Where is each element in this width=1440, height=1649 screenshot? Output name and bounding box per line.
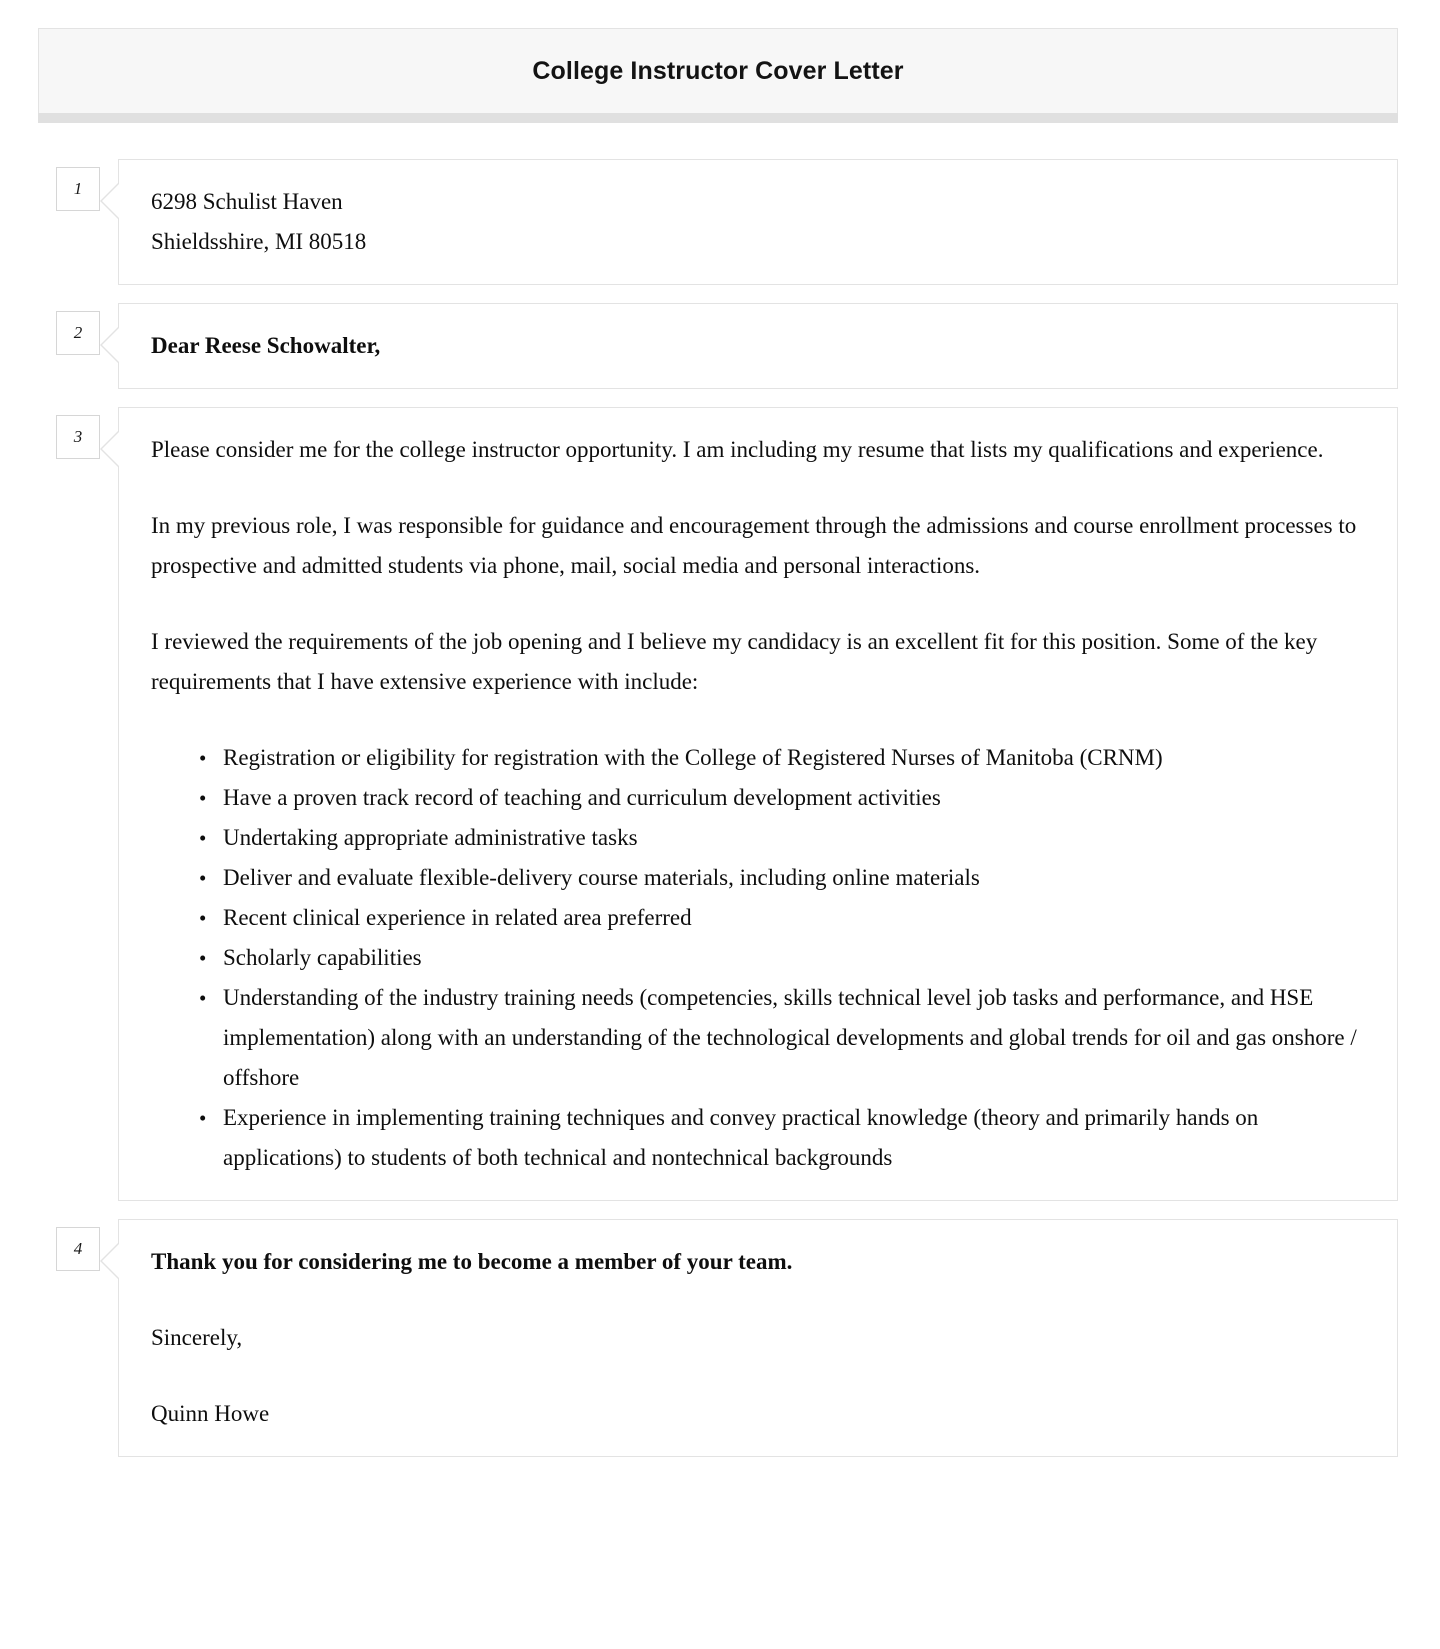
list-item: • Undertaking appropriate administrative tasks	[199, 818, 1367, 858]
address-line-2: Shieldsshire, MI 80518	[151, 229, 367, 254]
closing-bubble[interactable]	[118, 1219, 1398, 1457]
header-underbar	[38, 113, 1398, 123]
salutation-bubble[interactable]	[118, 303, 1398, 389]
list-item: • Deliver and evaluate flexible-delivery course materials, including online materials	[199, 858, 1367, 898]
address-line-1: 6298 Schulist Haven	[151, 189, 343, 214]
list-item: • Have a proven track record of teaching and curriculum development activities	[199, 778, 1367, 818]
section-salutation	[38, 303, 1398, 389]
body-paragraph-1: Please consider me for the college instructor opportunity. I am including my resume that lists my qualifications and experience.	[151, 437, 1324, 462]
section-number-badge-4[interactable]: 4	[56, 1227, 100, 1271]
header-bar	[38, 28, 1398, 113]
signature-name: Quinn Howe	[151, 1401, 270, 1426]
body-bubble[interactable]	[118, 407, 1398, 1201]
address-bubble[interactable]	[118, 159, 1398, 285]
thank-you-text: Thank you for considering me to become a member of your team.	[151, 1249, 793, 1274]
list-item: • Registration or eligibility for registration with the College of Registered Nurses of Manitoba (CRNM)	[199, 738, 1367, 778]
body-paragraph-3: I reviewed the requirements of the job opening and I believe my candidacy is an excellent fit for this position. Some of the key requirements that I have extensive experience with include:	[151, 629, 1318, 694]
list-item: • Recent clinical experience in related area preferred	[199, 898, 1367, 938]
cover-letter-page	[0, 28, 1440, 1457]
page-title: College Instructor Cover Letter	[532, 56, 904, 85]
section-number-badge-2[interactable]: 2	[56, 311, 100, 355]
list-item: • Understanding of the industry training needs (competencies, skills technical level job tasks and performance, and HSE implementation) along with an understanding of the technological developments and global trends for oil and gas onshore / offshore	[199, 978, 1367, 1098]
list-item: • Scholarly capabilities	[199, 938, 1367, 978]
sign-off-text: Sincerely,	[151, 1325, 243, 1350]
body-paragraph-2: In my previous role, I was responsible for guidance and encouragement through the admissions and course enrollment processes to prospective and admitted students via phone, mail, social media and personal interactions.	[151, 513, 1357, 578]
list-item: • Experience in implementing training techniques and convey practical knowledge (theory and primarily hands on applications) to students of both technical and nontechnical backgrounds	[199, 1098, 1367, 1178]
section-body	[38, 407, 1398, 1201]
section-number-badge-1[interactable]: 1	[56, 167, 100, 211]
section-sender-address	[38, 159, 1398, 285]
document-header	[38, 28, 1398, 123]
requirements-list	[151, 738, 1367, 1178]
salutation-text: Dear Reese Schowalter,	[151, 333, 381, 358]
letter-sections	[38, 159, 1398, 1457]
section-number-badge-3[interactable]: 3	[56, 415, 100, 459]
section-closing	[38, 1219, 1398, 1457]
